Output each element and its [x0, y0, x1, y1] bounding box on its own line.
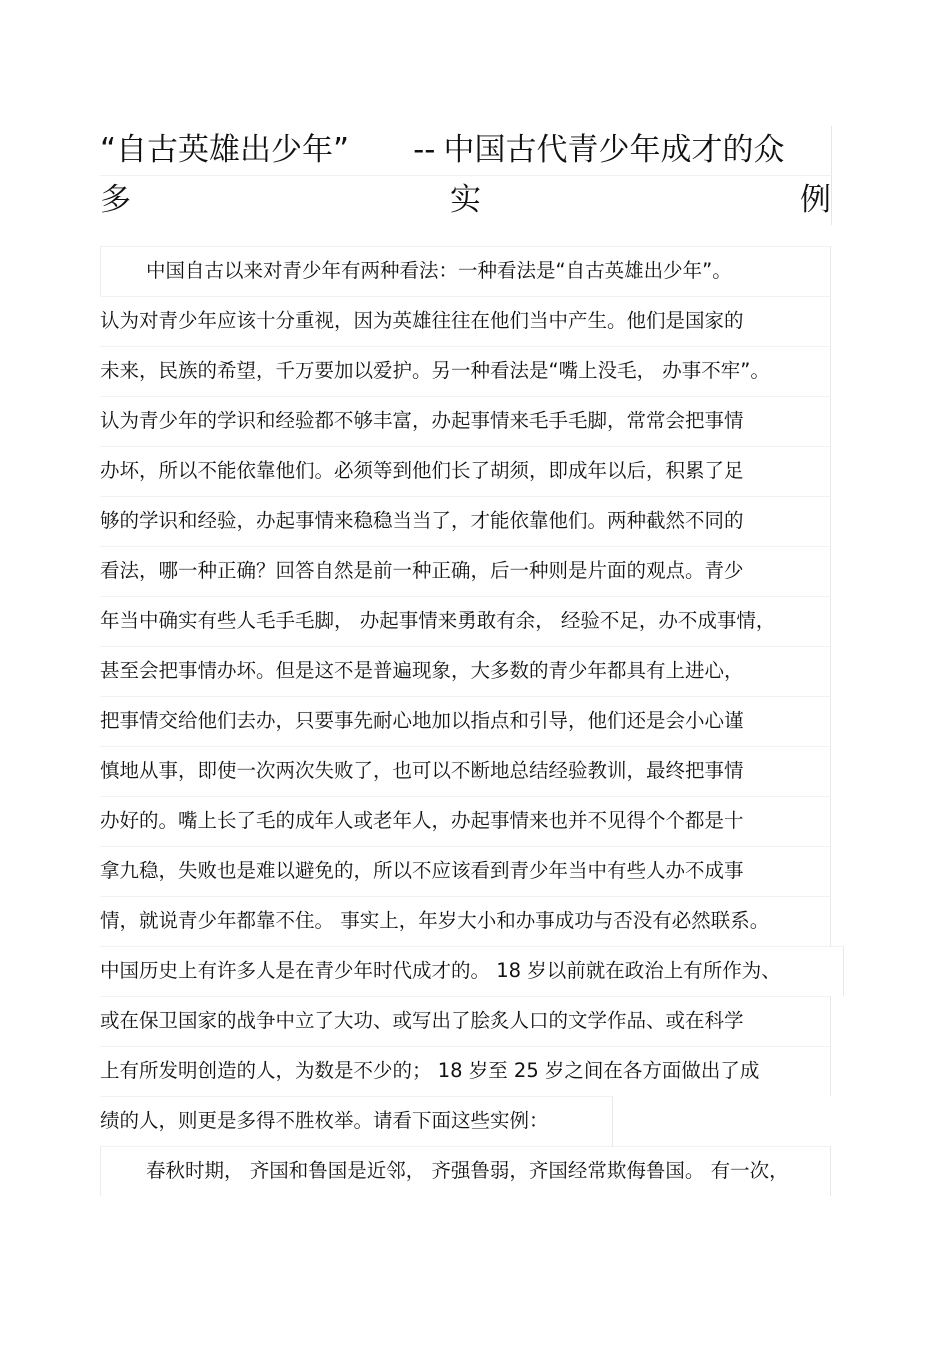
text-line: 认为青少年的学识和经验都不够丰富，办起事情来毛手毛脚，常常会把事情 — [100, 396, 831, 446]
text-line: 中国自古以来对青少年有两种看法：一种看法是“自古英雄出少年”。 — [100, 246, 831, 296]
body-text — [100, 246, 845, 1196]
title-line-2 — [100, 175, 832, 225]
text-line: 认为对青少年应该十分重视，因为英雄往往在他们当中产生。他们是国家的 — [100, 296, 831, 346]
text-line: 拿九稳，失败也是难以避免的，所以不应该看到青少年当中有些人办不成事 — [100, 846, 831, 896]
text-line: 办坏，所以不能依靠他们。必须等到他们长了胡须，即成年以后，积累了足 — [100, 446, 831, 496]
title-subject: 中国古代青少年成才的众 — [443, 132, 785, 168]
title-char: 例 — [800, 182, 831, 218]
text-line: 或在保卫国家的战争中立了大功、或写出了脍炙人口的文学作品、或在科学 — [100, 996, 831, 1046]
text-line: 看法，哪一种正确？回答自然是前一种正确，后一种则是片面的观点。青少 — [100, 546, 831, 596]
text-line: 慎地从事，即使一次两次失败了，也可以不断地总结经验教训，最终把事情 — [100, 746, 831, 796]
text-line: 把事情交给他们去办，只要事先耐心地加以指点和引导，他们还是会小心谨 — [100, 696, 831, 746]
text-line: 中国历史上有许多人是在青少年时代成才的。 18 岁以前就在政治上有所作为、 — [100, 946, 844, 996]
text-line: 上有所发明创造的人，为数是不少的； 18 岁至 25 岁之间在各方面做出了成 — [100, 1046, 831, 1096]
text-line: 年当中确实有些人毛手毛脚， 办起事情来勇敢有余， 经验不足，办不成事情， — [100, 596, 831, 646]
text-line: 办好的。嘴上长了毛的成年人或老年人，办起事情来也并不见得个个都是十 — [100, 796, 831, 846]
title-char: 实 — [450, 182, 481, 218]
text-line: 甚至会把事情办坏。但是这不是普遍现象，大多数的青少年都具有上进心， — [100, 646, 831, 696]
title-dash: -- — [413, 132, 436, 168]
title-quote-phrase: “自古英雄出少年” — [100, 132, 350, 168]
document-title — [100, 126, 832, 225]
title-char: 多 — [100, 182, 131, 218]
text-line: 情，就说青少年都靠不住。 事实上，年岁大小和办事成功与否没有必然联系。 — [100, 896, 831, 946]
text-line: 春秋时期， 齐国和鲁国是近邻， 齐强鲁弱，齐国经常欺侮鲁国。 有一次， — [100, 1146, 831, 1196]
text-line: 够的学识和经验，办起事情来稳稳当当了，才能依靠他们。两种截然不同的 — [100, 496, 831, 546]
title-line-1 — [100, 126, 832, 175]
text-line: 绩的人，则更是多得不胜枚举。请看下面这些实例： — [100, 1096, 613, 1146]
text-line: 未来，民族的希望，千万要加以爱护。另一种看法是“嘴上没毛， 办事不牢”。 — [100, 346, 831, 396]
